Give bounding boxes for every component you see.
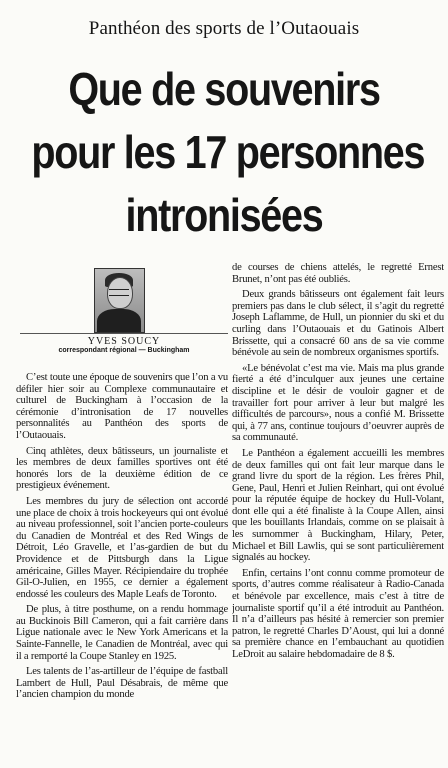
author-photo — [94, 268, 145, 333]
left-column — [16, 372, 228, 764]
byline-role: correspondant régional — Buckingham — [58, 347, 190, 354]
paragraph: Enfin, certains l’ont connu comme promoteur de sports, d’autres comme réalisateur à Radio-Canada et bénévole par excellence, mais c’est à titre de journaliste sportif qu’il a été introduit au Panthéon. Il n’a d’ailleurs pas hésité à remercier son premier patron, le regretté Charles D’Aoust, qui lui a donné sa première chance en l’embauchant au quotidien LeDroit au salaire hebdomadaire de 8 $. — [232, 567, 444, 660]
paragraph: Les talents de l’as-artilleur de l’équipe de fastball Lambert de Hull, Paul Désabrais, de même que l’ancien champion du monde — [16, 666, 228, 701]
paragraph: C’est toute une époque de souvenirs que l’on a vu défiler hier soir au Complexe communautaire et culturel de Buckingham à l’occasion de la cérémonie d’intronisation de 17 nouvelles personnalités au Panthéon des sports de l’Outaouais. — [16, 372, 228, 441]
paragraph: Cinq athlètes, deux bâtisseurs, un journaliste et les membres de deux familles sportives ont été honorés lors de la deuxième édition de ce prestigieux événement. — [16, 445, 228, 492]
paragraph: «Le bénévolat c’est ma vie. Mais ma plus grande fierté a été d’inculquer aux jeunes une certaine discipline et le désir de vouloir gagner et de travailler fort pour arriver à leur but malgré les difficultés de parcours», nous a confié M. Brissette qui, à 77 ans, continue toujours d’oeuvrer auprès de sa communauté. — [232, 362, 444, 444]
paragraph: de courses de chiens attelés, le regretté Ernest Brunet, n’ont pas été oubliés. — [232, 262, 444, 285]
headline-line-3: intronisées — [125, 189, 323, 241]
section-kicker: Panthéon des sports de l’Outaouais — [88, 18, 360, 39]
byline-name: YVES SOUCY — [87, 336, 161, 347]
right-column — [232, 262, 444, 762]
headline-line-2: pour les 17 personnes — [31, 126, 425, 178]
paragraph: De plus, à titre posthume, on a rendu hommage au Buckinois Bill Cameron, qui a fait carrière dans Ligue nationale avec le New York Americans et la Sainte-Fannelle, le Canadien de Montréal, avec qui il a remporté la Coupe Stanley en 1925. — [16, 604, 228, 662]
paragraph: Les membres du jury de sélection ont accordé une place de choix à trois hockeyeurs qui ont évolué au niveau professionnel, soit l’ancien porte-couleurs du Canadien de Montréal et des Red Wings de Détroit, Léo Gravelle, et l’as-gardien de but du Providence et de Pittsburgh dans la Ligue américaine, Gilles Mayer. Récipiendaire du trophée Gil-O-Julien, en 1955, ce dernier a également endossé les couleurs des Maple Leafs de Toronto. — [16, 495, 228, 600]
headline — [31, 58, 425, 247]
byline — [20, 333, 228, 354]
headline-line-1: Que de souvenirs — [68, 63, 380, 115]
paragraph: Le Panthéon a également accueilli les membres de deux familles qui ont fait leur marque dans le grand livre du sport de la région. Les frères Phil, Gene, Paul, Henri et Julien Reinhart, qui ont évolué pour la réputée équipe de hockey du Hull-Volant, dont elle qui a été finaliste à la Coupe Allen, ainsi que les bouillants Irlandais, comme on se plaisait à les surnommer à Buckingham, Hilary, Peter, Michael et Bill Lawlis, qui se sont particulièrement signalés au hockey. — [232, 447, 444, 564]
paragraph: Deux grands bâtisseurs ont également fait leurs premiers pas dans le club sélect, il s’agit du regretté Joseph Laflamme, de Hull, un pionnier du ski et du curling dans l’Outaouais et du Gatinois Albert Brissette, qui a consacré 60 ans de sa vie comme bénévole au sein de nombreux organismes sportifs. — [232, 289, 444, 359]
